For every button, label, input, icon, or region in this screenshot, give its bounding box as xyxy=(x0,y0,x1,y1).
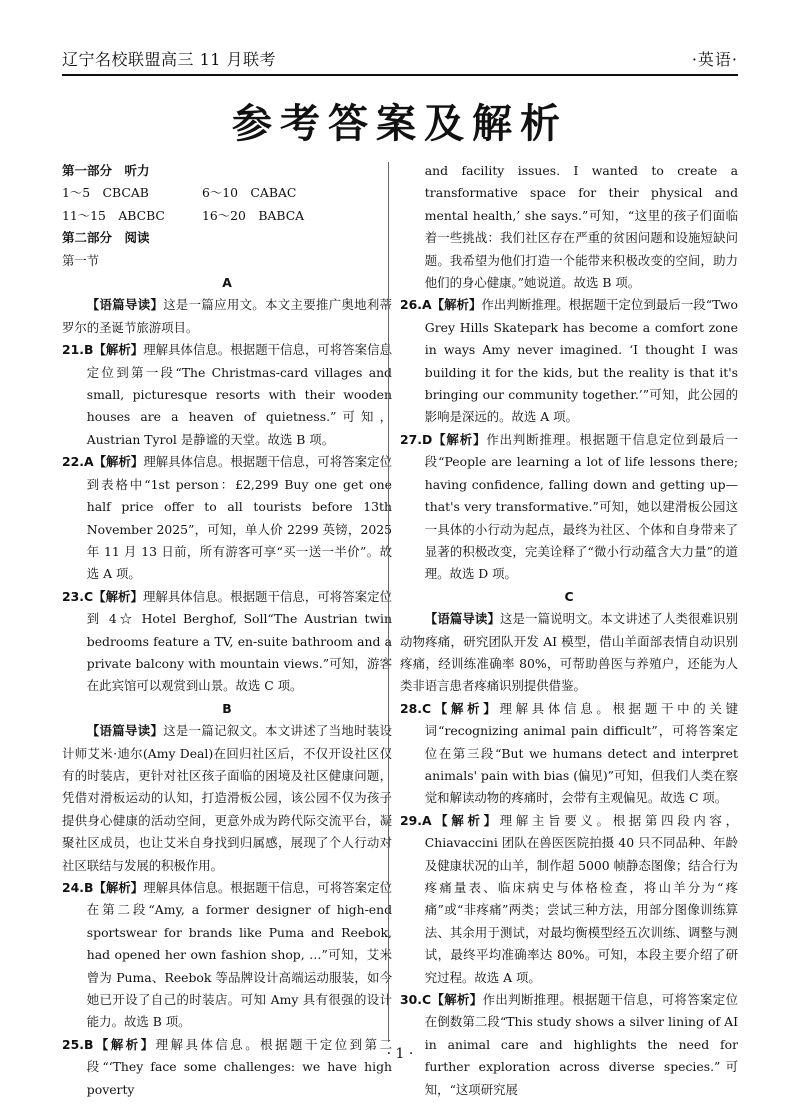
answer-24: 24.B【解析】理解具体信息。根据题干信息，可将答案定位在第二段“Amy, a former designer of high-end sportswear for brands like Puma and Reebok, had opened her own fashion shop, …”可知，艾米曾为 Puma、Reebok 等品牌设计高端运动服装，如今她已开设了自己的时装店。可知 Amy 具有很强的设计能力。故选 B 项。 xyxy=(62,880,392,1030)
answer-row xyxy=(62,205,392,227)
passage-intro: 【语篇导读】这是一篇记叙文。本文讲述了当地时装设计师艾米·迪尔(Amy Deal)在回归社区后，不仅开设社区仅有的时装店，更针对社区孩子面临的困境及社区健康问题，凭借对滑板运动的认知，打造滑板公园，该公园不仅为孩子提供身心健康的活动空间，更意外成为跨代际交流平台，凝聚社区成员，也让艾米自身找到归属感，展现了个人行动对社区联结与发展的积极作用。 xyxy=(62,723,393,873)
answer-21: 21.B【解析】理解具体信息。根据题干信息，可将答案信息定位到第一段“The Christmas-card villages and small, picturesque resorts with their wooden houses are a heaven of quietness.”可知，Austrian Tyrol 是静谧的天堂。故选 B 项。 xyxy=(62,342,392,447)
answer-row xyxy=(62,182,392,204)
answer-30: 30.C【解析】作出判断推理。根据题干信息，可将答案定位在倒数第二段“This study shows a silver lining of AI in animal care and highlights the need for further exploration across diverse species.”可知，“这项研究展 xyxy=(400,992,739,1097)
passage-intro: 【语篇导读】这是一篇应用文。本文主要推广奥地利蒂罗尔的圣诞节旅游项目。 xyxy=(62,297,393,335)
answer-range: 16～20 BABCA xyxy=(202,207,305,223)
answer-range: 6～10 CABAC xyxy=(202,185,297,201)
right-column xyxy=(400,160,738,1101)
section-heading: 第一节 xyxy=(62,252,100,268)
passage-intro: 【语篇导读】这是一篇说明文。本文讲述了人类很难识别动物疼痛，研究团队开发 AI 模型，借山羊面部表情自动识别疼痛，经训练准确率 80%，可帮助兽医与养殖户，还能为人类非语言患者疼痛识别提供借鉴。 xyxy=(400,611,738,694)
answer-25: 25.B【解析】理解具体信息。根据题干定位到第二段“‘They face some challenges: we have high poverty xyxy=(62,1036,392,1097)
page-header xyxy=(62,40,738,76)
subject-label: ·英语· xyxy=(691,50,738,69)
answer-23: 23.C【解析】理解具体信息。根据题干信息，可将答案定位到 4☆ Hotel Berghof, Soll“The Austrian twin bedrooms feature a TV, en-suite bathroom and a private balcony with mountain views.”可知，游客在此宾馆可以观赏到山景。故选 C 项。 xyxy=(62,588,392,694)
answer-22: 22.A【解析】理解具体信息。根据题干信息，可将答案定位到表格中“1st person：£2,299 Buy one get one half price offer to all tourists before 13th November 2025”，可知，单人价 2299 英镑，2025 年 11 月 13 日前，所有游客可享“买一送一半价”。故选 A 项。 xyxy=(62,454,392,582)
answer-25-continued: and facility issues. I wanted to create a transformative space for their physical and mental health,’ she says.”可知，“这里的孩子们面临着一些挑战：我们社区存在严重的贫困问题和设施短缺问题。我希望为他们打造一个能带来积极改变的空间，助力他们的身心健康。”她说道。故选 B 项。 xyxy=(424,163,738,291)
answer-26: 26.A【解析】作出判断推理。根据题干定位到最后一段“Two Grey Hills Skatepark has become a comfort zone in ways Amy never imagined. ‘I thought I was building it for the kids, but the reality is that it's bringing our community together.’”可知，此公园的影响是深远的。故选 A 项。 xyxy=(400,297,738,425)
exam-title: 辽宁名校联盟高三 11 月联考 xyxy=(62,50,277,69)
answer-range: 1～5 CBCAB xyxy=(62,185,149,201)
page-title: 参考答案及解析 xyxy=(232,101,568,147)
part2-heading: 第二部分 阅读 xyxy=(62,230,150,246)
page-number: · 1 · xyxy=(386,1046,414,1062)
passage-letter-a: A xyxy=(222,275,232,291)
answer-range: 11～15 ABCBC xyxy=(62,207,165,223)
part1-heading: 第一部分 听力 xyxy=(62,163,150,178)
answer-28: 28.C【解析】理解具体信息。根据题干中的关键词“recognizing animal pain difficult”，可将答案定位在第三段“But we humans detect and interpret animals' pain with bias (偏见)”可知，但我们人类在察觉和解读动物的疼痛时，会带有主观偏见。故选 C 项。 xyxy=(400,700,739,806)
passage-letter-b: B xyxy=(222,700,232,716)
answer-27: 27.D【解析】作出判断推理。根据题干信息定位到最后一段“People are learning a lot of life lessons there; having confidence, falling down and getting up—that's very transformative.”可知，她以建滑板公园这一具体的小行动为起点，最终为社区、个体和自身带来了显著的积极改变，完美诠释了“微小行动蕴含大力量”的道理。故选 D 项。 xyxy=(400,431,738,582)
answer-29: 29.A【解析】理解主旨要义。根据第四段内容，Chiavaccini 团队在兽医医院拍摄 40 只不同品种、年龄及健康状况的山羊，制作超 5000 帧静态图像；结合行为疼痛量表、临床病史与体格检查，将山羊分为“疼痛”或“非疼痛”两类；尝试三种方法，用部分图像训练算法、其余用于测试，对最均衡模型经五次训练、调整与测试，最终平均准确率达 80%。可知，本段主要介绍了研究过程。故选 A 项。 xyxy=(400,812,738,985)
column-divider xyxy=(388,162,389,1042)
passage-letter-c: C xyxy=(564,588,574,604)
left-column xyxy=(62,160,392,1101)
